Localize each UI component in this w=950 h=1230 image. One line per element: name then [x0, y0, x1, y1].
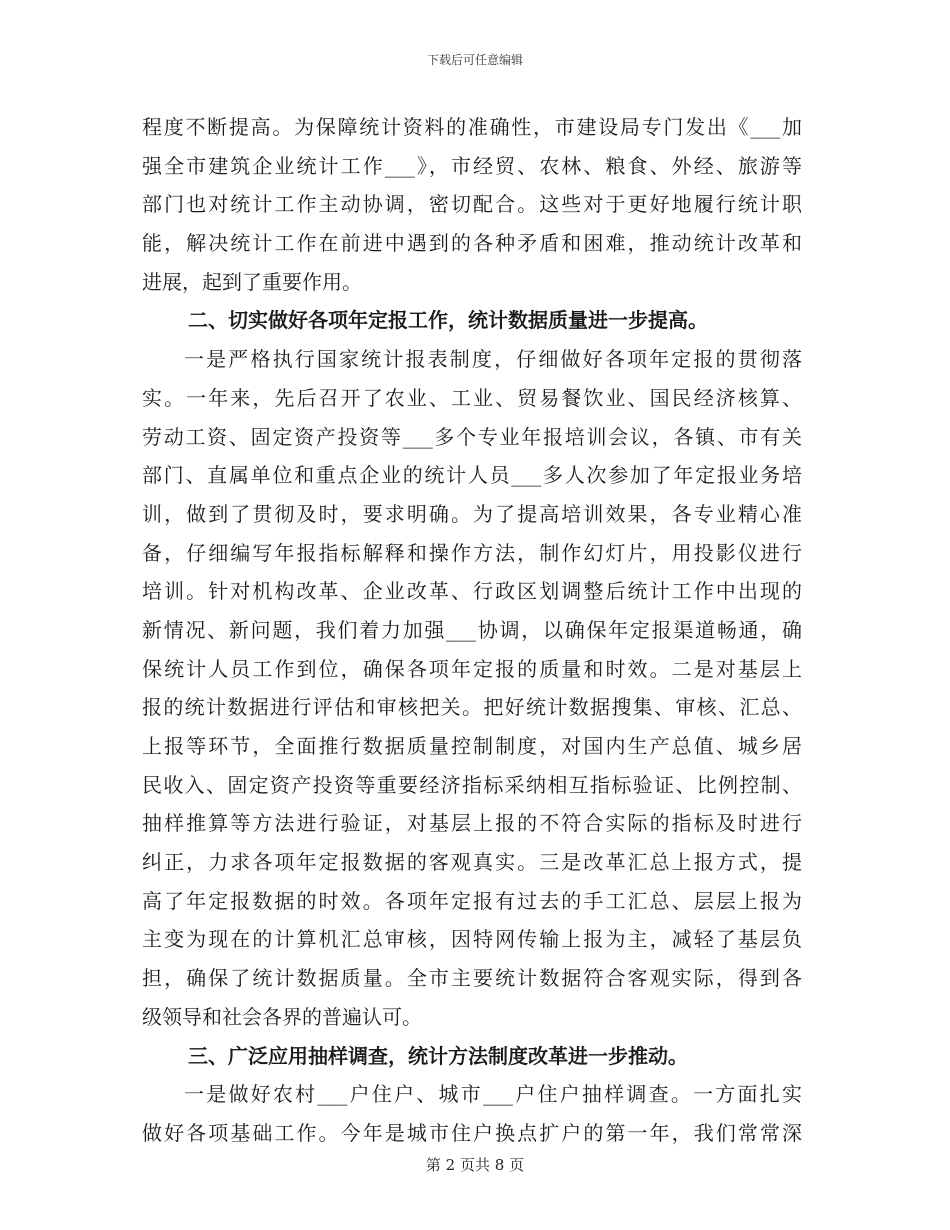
body-line: 担，确保了统计数据质量。全市主要统计数据符合客观实际，得到各: [142, 966, 802, 991]
body-line: 程度不断提高。为保障统计资料的准确性，市建设局专门发出《___加: [142, 115, 802, 139]
body-line: 纠正，力求各项年定报数据的客观真实。三是改革汇总上报方式，提: [142, 850, 802, 875]
body-line: 训，做到了贯彻及时，要求明确。为了提高培训效果，各专业精心准: [142, 501, 802, 526]
body-line: 保统计人员工作到位，确保各项年定报的质量和时效。二是对基层上: [142, 656, 802, 681]
section-heading-2: 二、切实做好各项年定报工作，统计数据质量进一步提高。: [188, 308, 708, 333]
body-line: 上报等环节，全面推行数据质量控制制度，对国内生产总值、城乡居: [142, 734, 802, 758]
body-line: 能，解决统计工作在前进中遇到的各种矛盾和困难，推动统计改革和: [142, 231, 802, 256]
body-line: 抽样推算等方法进行验证，对基层上报的不符合实际的指标及时进行: [142, 811, 802, 836]
body-line: 劳动工资、固定资产投资等___多个专业年报培训会议，各镇、市有关: [142, 424, 802, 449]
document-body: [142, 108, 802, 1153]
body-line: 一是严格执行国家统计报表制度，仔细做好各项年定报的贯彻落: [184, 347, 802, 372]
body-line: 部门、直属单位和重点企业的统计人员___多人次参加了年定报业务培: [142, 463, 802, 488]
body-line: 实。一年来，先后召开了农业、工业、贸易餐饮业、国民经济核算、: [142, 385, 802, 410]
section-heading-3: 三、广泛应用抽样调查，统计方法制度改革进一步推动。: [188, 1043, 688, 1068]
body-line: 部门也对统计工作主动协调，密切配合。这些对于更好地履行统计职: [142, 192, 802, 217]
body-line: 备，仔细编写年报指标解释和操作方法，制作幻灯片，用投影仪进行: [142, 540, 802, 565]
body-line: 进展，起到了重要作用。: [142, 269, 362, 294]
body-line: 培训。针对机构改革、企业改革、行政区划调整后统计工作中出现的: [142, 579, 802, 604]
body-line: 民收入、固定资产投资等重要经济指标采纳相互指标验证、比例控制、: [142, 772, 802, 797]
page-header: 下载后可任意编辑: [426, 53, 523, 67]
page-footer: 第 2 页共 8 页: [425, 1156, 525, 1174]
body-line: 强全市建筑企业统计工作___》，市经贸、农林、粮食、外经、旅游等: [142, 153, 802, 178]
body-line: 高了年定报数据的时效。各项年定报有过去的手工汇总、层层上报为: [142, 888, 802, 913]
body-line: 做好各项基础工作。今年是城市住户换点扩户的第一年，我们常常深: [142, 1120, 802, 1145]
body-line: 级领导和社会各界的普遍认可。: [142, 1004, 422, 1029]
body-line: 主变为现在的计算机汇总审核，因特网传输上报为主，减轻了基层负: [142, 927, 802, 952]
body-line: 新情况、新问题，我们着力加强___协调，以确保年定报渠道畅通，确: [142, 617, 802, 642]
body-line: 一是做好农村___户住户、城市___户住户抽样调查。一方面扎实: [184, 1082, 802, 1107]
body-line: 报的统计数据进行评估和审核把关。把好统计数据搜集、审核、汇总、: [142, 695, 802, 720]
